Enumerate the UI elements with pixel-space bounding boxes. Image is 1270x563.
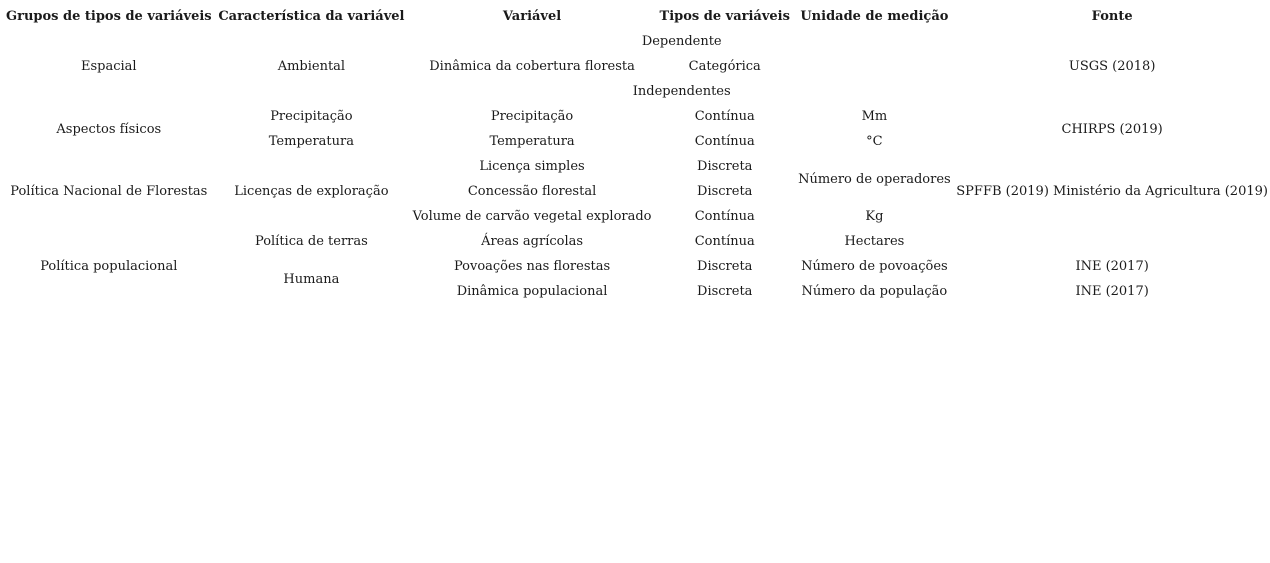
type-discreta: Discreta	[697, 159, 753, 174]
header-characteristic: Característica da variável	[218, 9, 405, 24]
unit-povoacoes: Número de povoações	[801, 259, 948, 274]
variable-licenca-simples: Licença simples	[479, 159, 585, 174]
type-discreta: Discreta	[697, 284, 753, 299]
header-unit: Unidade de medição	[800, 9, 949, 24]
unit-mm: Mm	[861, 109, 888, 124]
source-ine-group: INE (2017)	[1075, 259, 1149, 274]
source-spffb: SPFFB (2019) Ministério da Agricultura (2019)	[956, 184, 1268, 199]
variable-precipitacao: Precipitação	[490, 109, 574, 124]
variable-cobertura: Dinâmica da cobertura floresta	[429, 59, 635, 74]
characteristic-temperatura: Temperatura	[268, 134, 354, 149]
unit-celsius: °C	[866, 134, 883, 149]
section-row-independent	[4, 79, 1270, 104]
type-continua: Contínua	[694, 134, 755, 149]
characteristic-humana: Humana	[283, 271, 340, 287]
section-independent: Independentes	[632, 84, 731, 99]
type-categorica: Categórica	[688, 59, 761, 74]
group-espacial: Espacial	[81, 59, 137, 74]
header-variable: Variável	[502, 9, 562, 24]
group-populacional: Política populacional	[40, 259, 178, 274]
unit-hectares: Hectares	[844, 234, 905, 249]
variable-areas: Áreas agrícolas	[481, 234, 584, 249]
section-dependent: Dependente	[641, 34, 722, 49]
unit-operadores: Número de operadores	[798, 171, 951, 187]
table-row	[4, 154, 1270, 179]
source-ine-row: INE (2017)	[1075, 284, 1149, 299]
type-discreta: Discreta	[697, 184, 753, 199]
variables-table	[4, 4, 1270, 304]
table-row	[4, 229, 1270, 254]
variable-dinamica-pop: Dinâmica populacional	[456, 284, 608, 299]
table-header-row	[4, 4, 1270, 29]
type-continua: Contínua	[694, 234, 755, 249]
variable-carvao: Volume de carvão vegetal explorado	[412, 209, 652, 224]
type-continua: Contínua	[694, 209, 755, 224]
group-fisicos: Aspectos físicos	[56, 121, 162, 137]
characteristic-terras: Política de terras	[254, 234, 368, 249]
table-row	[4, 54, 1270, 79]
header-groups: Grupos de tipos de variáveis	[6, 9, 212, 24]
source-usgs: USGS (2018)	[1068, 59, 1156, 74]
table-row	[4, 104, 1270, 129]
unit-populacao: Número da população	[801, 284, 948, 299]
group-florestas: Política Nacional de Florestas	[10, 184, 208, 199]
header-type: Tipos de variáveis	[659, 9, 790, 24]
source-chirps: CHIRPS (2019)	[1061, 121, 1163, 137]
type-discreta: Discreta	[697, 259, 753, 274]
characteristic-ambiental: Ambiental	[277, 59, 346, 74]
header-source: Fonte	[1091, 9, 1133, 24]
section-row-dependent	[4, 29, 1270, 54]
unit-kg: Kg	[865, 209, 884, 224]
type-continua: Contínua	[694, 109, 755, 124]
characteristic-licencas: Licenças de exploração	[234, 184, 389, 199]
variable-temperatura: Temperatura	[489, 134, 575, 149]
variable-povoacoes: Povoações nas florestas	[453, 259, 611, 274]
characteristic-precipitacao: Precipitação	[270, 109, 353, 124]
variable-concessao: Concessão florestal	[467, 184, 597, 199]
